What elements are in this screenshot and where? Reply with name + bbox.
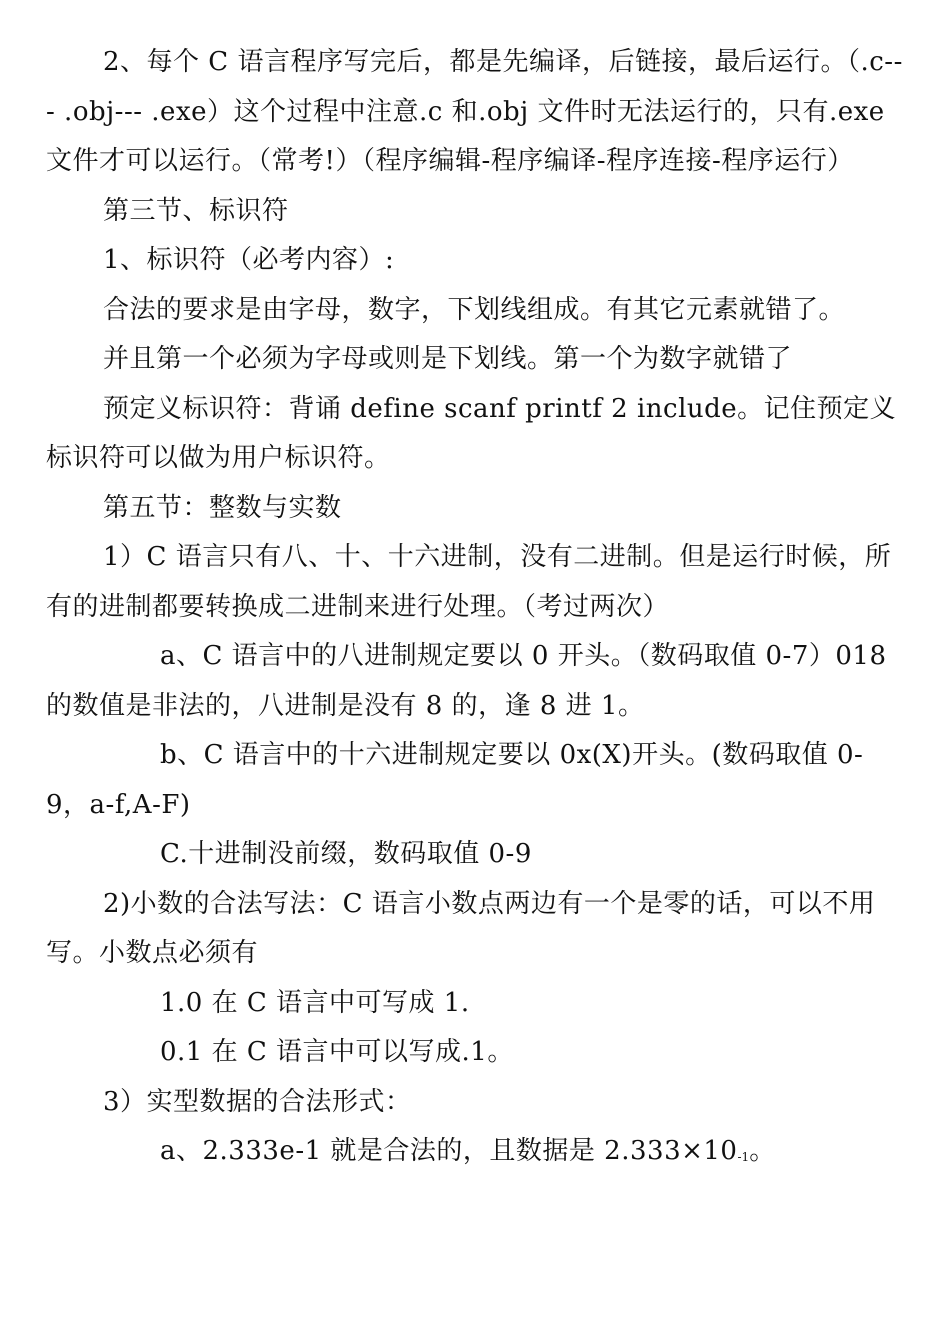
section-heading-integers-reals: 第五节：整数与实数: [103, 492, 342, 523]
paragraph-compile-steps: 2、每个 C 语言程序写完后，都是先编译，后链接，最后运行。（.c--- .obj--- .exe）这个过程中注意.c 和.obj 文件时无法运行的，只有.exe 文件才可以运行。（常考!）（程序编辑-程序编译-程序连接-程序运行）: [46, 47, 903, 176]
paragraph-first-character: 并且第一个必须为字母或则是下划线。第一个为数字就错了: [103, 344, 793, 374]
document-page: [46, 38, 906, 1183]
example-exponent-end: 。: [749, 1136, 776, 1166]
paragraph-decimal: C.十进制没前缀，数码取值 0-9: [160, 839, 532, 869]
paragraph-decimal-notation: 2)小数的合法写法：C 语言小数点两边有一个是零的话，可以不用写。小数点必须有: [46, 888, 876, 968]
paragraph-number-bases: 1）C 语言只有八、十、十六进制，没有二进制。但是运行时候，所有的进制都要转换成二进制来进行处理。（考过两次）: [46, 542, 892, 622]
example-one-point-zero: 1.0 在 C 语言中可写成 1.: [160, 987, 470, 1018]
paragraph-hexadecimal: b、C 语言中的十六进制规定要以 0x(X)开头。(数码取值 0-9，a-f,A-F): [46, 740, 864, 820]
exponent-superscript: -1: [737, 1150, 750, 1164]
paragraph-octal: a、C 语言中的八进制规定要以 0 开头。（数码取值 0-7）018 的数值是非法的，八进制是没有 8 的，逢 8 进 1。: [46, 641, 887, 721]
section-heading-identifiers: 第三节、标识符: [103, 195, 289, 226]
paragraph-predefined-identifiers: 预定义标识符：背诵 define scanf printf 2 include。记住预定义标识符可以做为用户标识符。: [46, 393, 897, 473]
paragraph-legal-identifier: 合法的要求是由字母，数字，下划线组成。有其它元素就错了。: [103, 294, 846, 325]
example-zero-point-one: 0.1 在 C 语言中可以写成.1。: [160, 1037, 514, 1067]
subheading-identifier-rules: 1、标识符（必考内容）:: [103, 245, 395, 275]
example-exponent-text: a、2.333e-1 就是合法的，且数据是 2.333×10: [160, 1136, 738, 1166]
example-exponent-form: [46, 1127, 906, 1183]
subheading-real-forms: 3）实型数据的合法形式：: [103, 1086, 412, 1117]
